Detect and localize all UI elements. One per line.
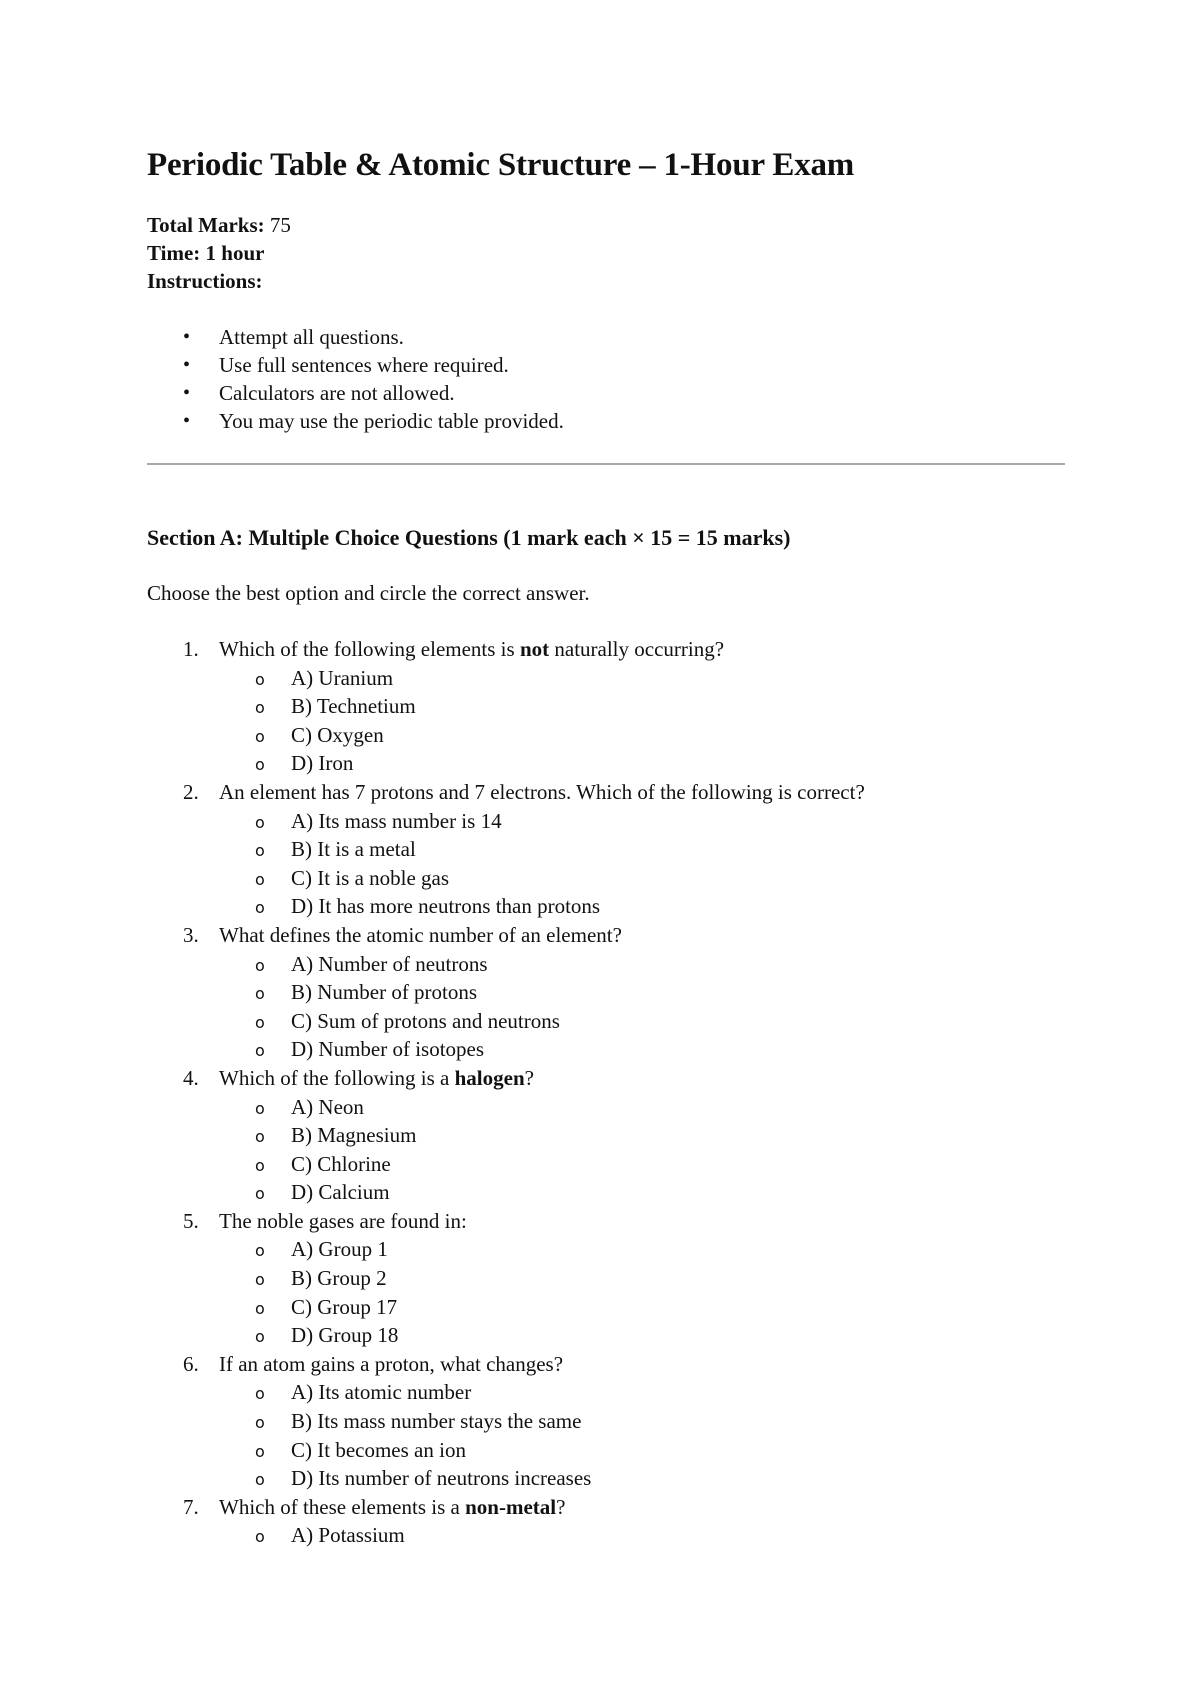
answer-option[interactable]: [219, 692, 1065, 721]
instruction-text: You may use the periodic table provided.: [219, 409, 564, 433]
bullet-icon: •: [183, 410, 191, 432]
answer-option[interactable]: [219, 864, 1065, 893]
answer-option[interactable]: [219, 1521, 1065, 1550]
instruction-item: [147, 323, 1065, 351]
answer-option[interactable]: [219, 1378, 1065, 1407]
question-text-part: naturally occurring?: [549, 637, 725, 661]
option-circle-icon: o: [255, 1184, 265, 1204]
question-text: [219, 1495, 565, 1519]
section-a-intro: Choose the best option and circle the correct answer.: [147, 581, 590, 605]
question-text: [219, 1352, 563, 1376]
option-list: [219, 664, 1065, 778]
time-line: [147, 239, 1065, 267]
option-text: D) Iron: [291, 751, 354, 776]
option-text: C) It becomes an ion: [291, 1437, 466, 1462]
question-item: [147, 778, 1065, 921]
question-number: 5.: [183, 1208, 199, 1233]
question-text-part: What defines the atomic number of an element?: [219, 922, 622, 947]
question-list: [147, 635, 1065, 1550]
option-circle-icon: o: [255, 1441, 265, 1461]
question-text-part: The noble gases are found in:: [219, 1208, 467, 1233]
total-marks-value: 75: [269, 213, 291, 237]
question-text-part: Which of the following elements is: [219, 637, 520, 661]
answer-option[interactable]: [219, 1093, 1065, 1122]
option-text: D) Its number of neutrons increases: [291, 1466, 592, 1491]
question-item: [147, 1493, 1065, 1550]
answer-option[interactable]: [219, 1436, 1065, 1465]
option-list: [219, 807, 1065, 921]
option-circle-icon: o: [255, 955, 265, 975]
option-circle-icon: o: [255, 1413, 265, 1433]
question-number: 1.: [183, 637, 199, 661]
bullet-icon: •: [183, 354, 191, 376]
option-text: B) Group 2: [291, 1266, 387, 1291]
answer-option[interactable]: [219, 1264, 1065, 1293]
option-circle-icon: o: [255, 669, 265, 689]
question-text-emphasis: non-metal: [465, 1494, 557, 1519]
answer-option[interactable]: [219, 1407, 1065, 1436]
option-text: A) Uranium: [291, 665, 394, 690]
option-list: [219, 1235, 1065, 1349]
option-circle-icon: o: [255, 1327, 265, 1347]
answer-option[interactable]: [219, 1121, 1065, 1150]
option-list: [219, 950, 1065, 1064]
answer-option[interactable]: [219, 1035, 1065, 1064]
option-text: C) Sum of protons and neutrons: [291, 1008, 560, 1033]
section-a-heading: Section A: Multiple Choice Questions (1 mark each × 15 = 15 marks): [147, 525, 791, 550]
instruction-item: [147, 379, 1065, 407]
question-number: 7.: [183, 1494, 199, 1519]
question-text-part: If an atom gains a proton, what changes?: [219, 1351, 564, 1376]
question-text-emphasis: not: [519, 637, 550, 661]
answer-option[interactable]: [219, 807, 1065, 836]
option-circle-icon: o: [255, 1012, 265, 1032]
question-item: [147, 1207, 1065, 1350]
question-text: [219, 923, 622, 947]
option-text: D) Calcium: [291, 1180, 390, 1205]
option-text: A) Neon: [291, 1094, 364, 1119]
instruction-text: Use full sentences where required.: [219, 353, 509, 377]
option-circle-icon: o: [255, 755, 265, 775]
question-text-part: Which of these elements is a: [219, 1494, 466, 1519]
question-text: [219, 1209, 467, 1233]
option-circle-icon: o: [255, 1384, 265, 1404]
option-circle-icon: o: [255, 1041, 265, 1061]
exam-page: [147, 145, 1065, 1550]
question-text-emphasis: halogen: [454, 1065, 525, 1090]
total-marks-line: [147, 211, 1065, 239]
answer-option[interactable]: [219, 664, 1065, 693]
option-circle-icon: o: [255, 726, 265, 746]
option-circle-icon: o: [255, 984, 265, 1004]
option-text: D) Number of isotopes: [291, 1037, 485, 1062]
instruction-item: [147, 407, 1065, 435]
answer-option[interactable]: [219, 721, 1065, 750]
question-text-part: ?: [524, 1065, 534, 1090]
question-item: [147, 1350, 1065, 1493]
option-text: B) Magnesium: [291, 1123, 417, 1148]
option-text: A) Group 1: [291, 1237, 388, 1262]
option-text: D) It has more neutrons than protons: [291, 894, 601, 919]
answer-option[interactable]: [219, 892, 1065, 921]
question-text: [219, 637, 724, 661]
option-text: B) Its mass number stays the same: [291, 1409, 582, 1434]
question-item: [147, 921, 1065, 1064]
option-circle-icon: o: [255, 898, 265, 918]
option-text: B) It is a metal: [291, 837, 416, 862]
answer-option[interactable]: [219, 749, 1065, 778]
option-list: [219, 1521, 1065, 1550]
option-list: [219, 1093, 1065, 1207]
page-title: Periodic Table & Atomic Structure – 1-Hour Exam: [147, 147, 855, 183]
option-list: [219, 1378, 1065, 1492]
question-number: 3.: [183, 922, 199, 947]
option-circle-icon: o: [255, 1470, 265, 1490]
option-circle-icon: o: [255, 1155, 265, 1175]
option-text: A) Potassium: [291, 1523, 405, 1548]
question-text-part: An element has 7 protons and 7 electrons. Which of the following is correct?: [219, 779, 865, 804]
question-item: [147, 1064, 1065, 1207]
question-number: 2.: [183, 779, 199, 804]
answer-option[interactable]: [219, 978, 1065, 1007]
question-text-part: Which of the following is a: [219, 1065, 455, 1090]
instruction-item: [147, 351, 1065, 379]
option-circle-icon: o: [255, 1270, 265, 1290]
instructions-label: Instructions:: [147, 269, 263, 293]
answer-option[interactable]: [219, 1007, 1065, 1036]
answer-option[interactable]: [219, 1178, 1065, 1207]
option-circle-icon: o: [255, 698, 265, 718]
option-text: A) Its atomic number: [291, 1380, 472, 1405]
option-text: C) It is a noble gas: [291, 865, 450, 890]
answer-option[interactable]: [219, 1293, 1065, 1322]
question-number: 6.: [183, 1351, 199, 1376]
option-circle-icon: o: [255, 1298, 265, 1318]
option-text: C) Oxygen: [291, 722, 384, 747]
question-text-part: ?: [556, 1494, 566, 1519]
option-text: B) Number of protons: [291, 980, 478, 1005]
answer-option[interactable]: [219, 1321, 1065, 1350]
option-text: A) Number of neutrons: [291, 951, 488, 976]
bullet-icon: •: [183, 326, 191, 348]
total-marks-label: Total Marks:: [147, 213, 265, 237]
instruction-text: Calculators are not allowed.: [219, 381, 455, 405]
option-circle-icon: o: [255, 869, 265, 889]
instructions-list: [147, 323, 1065, 435]
answer-option[interactable]: [219, 1235, 1065, 1264]
answer-option[interactable]: [219, 1150, 1065, 1179]
instruction-text: Attempt all questions.: [219, 325, 404, 349]
option-text: C) Chlorine: [291, 1151, 391, 1176]
option-circle-icon: o: [255, 1098, 265, 1118]
question-number: 4.: [183, 1065, 199, 1090]
question-text: [219, 1066, 534, 1090]
answer-option[interactable]: [219, 835, 1065, 864]
answer-option[interactable]: [219, 1464, 1065, 1493]
option-circle-icon: o: [255, 812, 265, 832]
option-circle-icon: o: [255, 1127, 265, 1147]
question-item: [147, 635, 1065, 778]
option-text: A) Its mass number is 14: [291, 808, 502, 833]
horizontal-divider: [147, 463, 1065, 465]
bullet-icon: •: [183, 382, 191, 404]
answer-option[interactable]: [219, 950, 1065, 979]
option-circle-icon: o: [255, 841, 265, 861]
option-circle-icon: o: [255, 1241, 265, 1261]
question-text: [219, 780, 865, 804]
option-text: B) Technetium: [291, 694, 416, 719]
time-value: 1 hour: [205, 241, 265, 265]
option-text: D) Group 18: [291, 1323, 399, 1348]
time-label: Time:: [147, 241, 201, 265]
option-circle-icon: o: [255, 1527, 265, 1547]
option-text: C) Group 17: [291, 1294, 398, 1319]
